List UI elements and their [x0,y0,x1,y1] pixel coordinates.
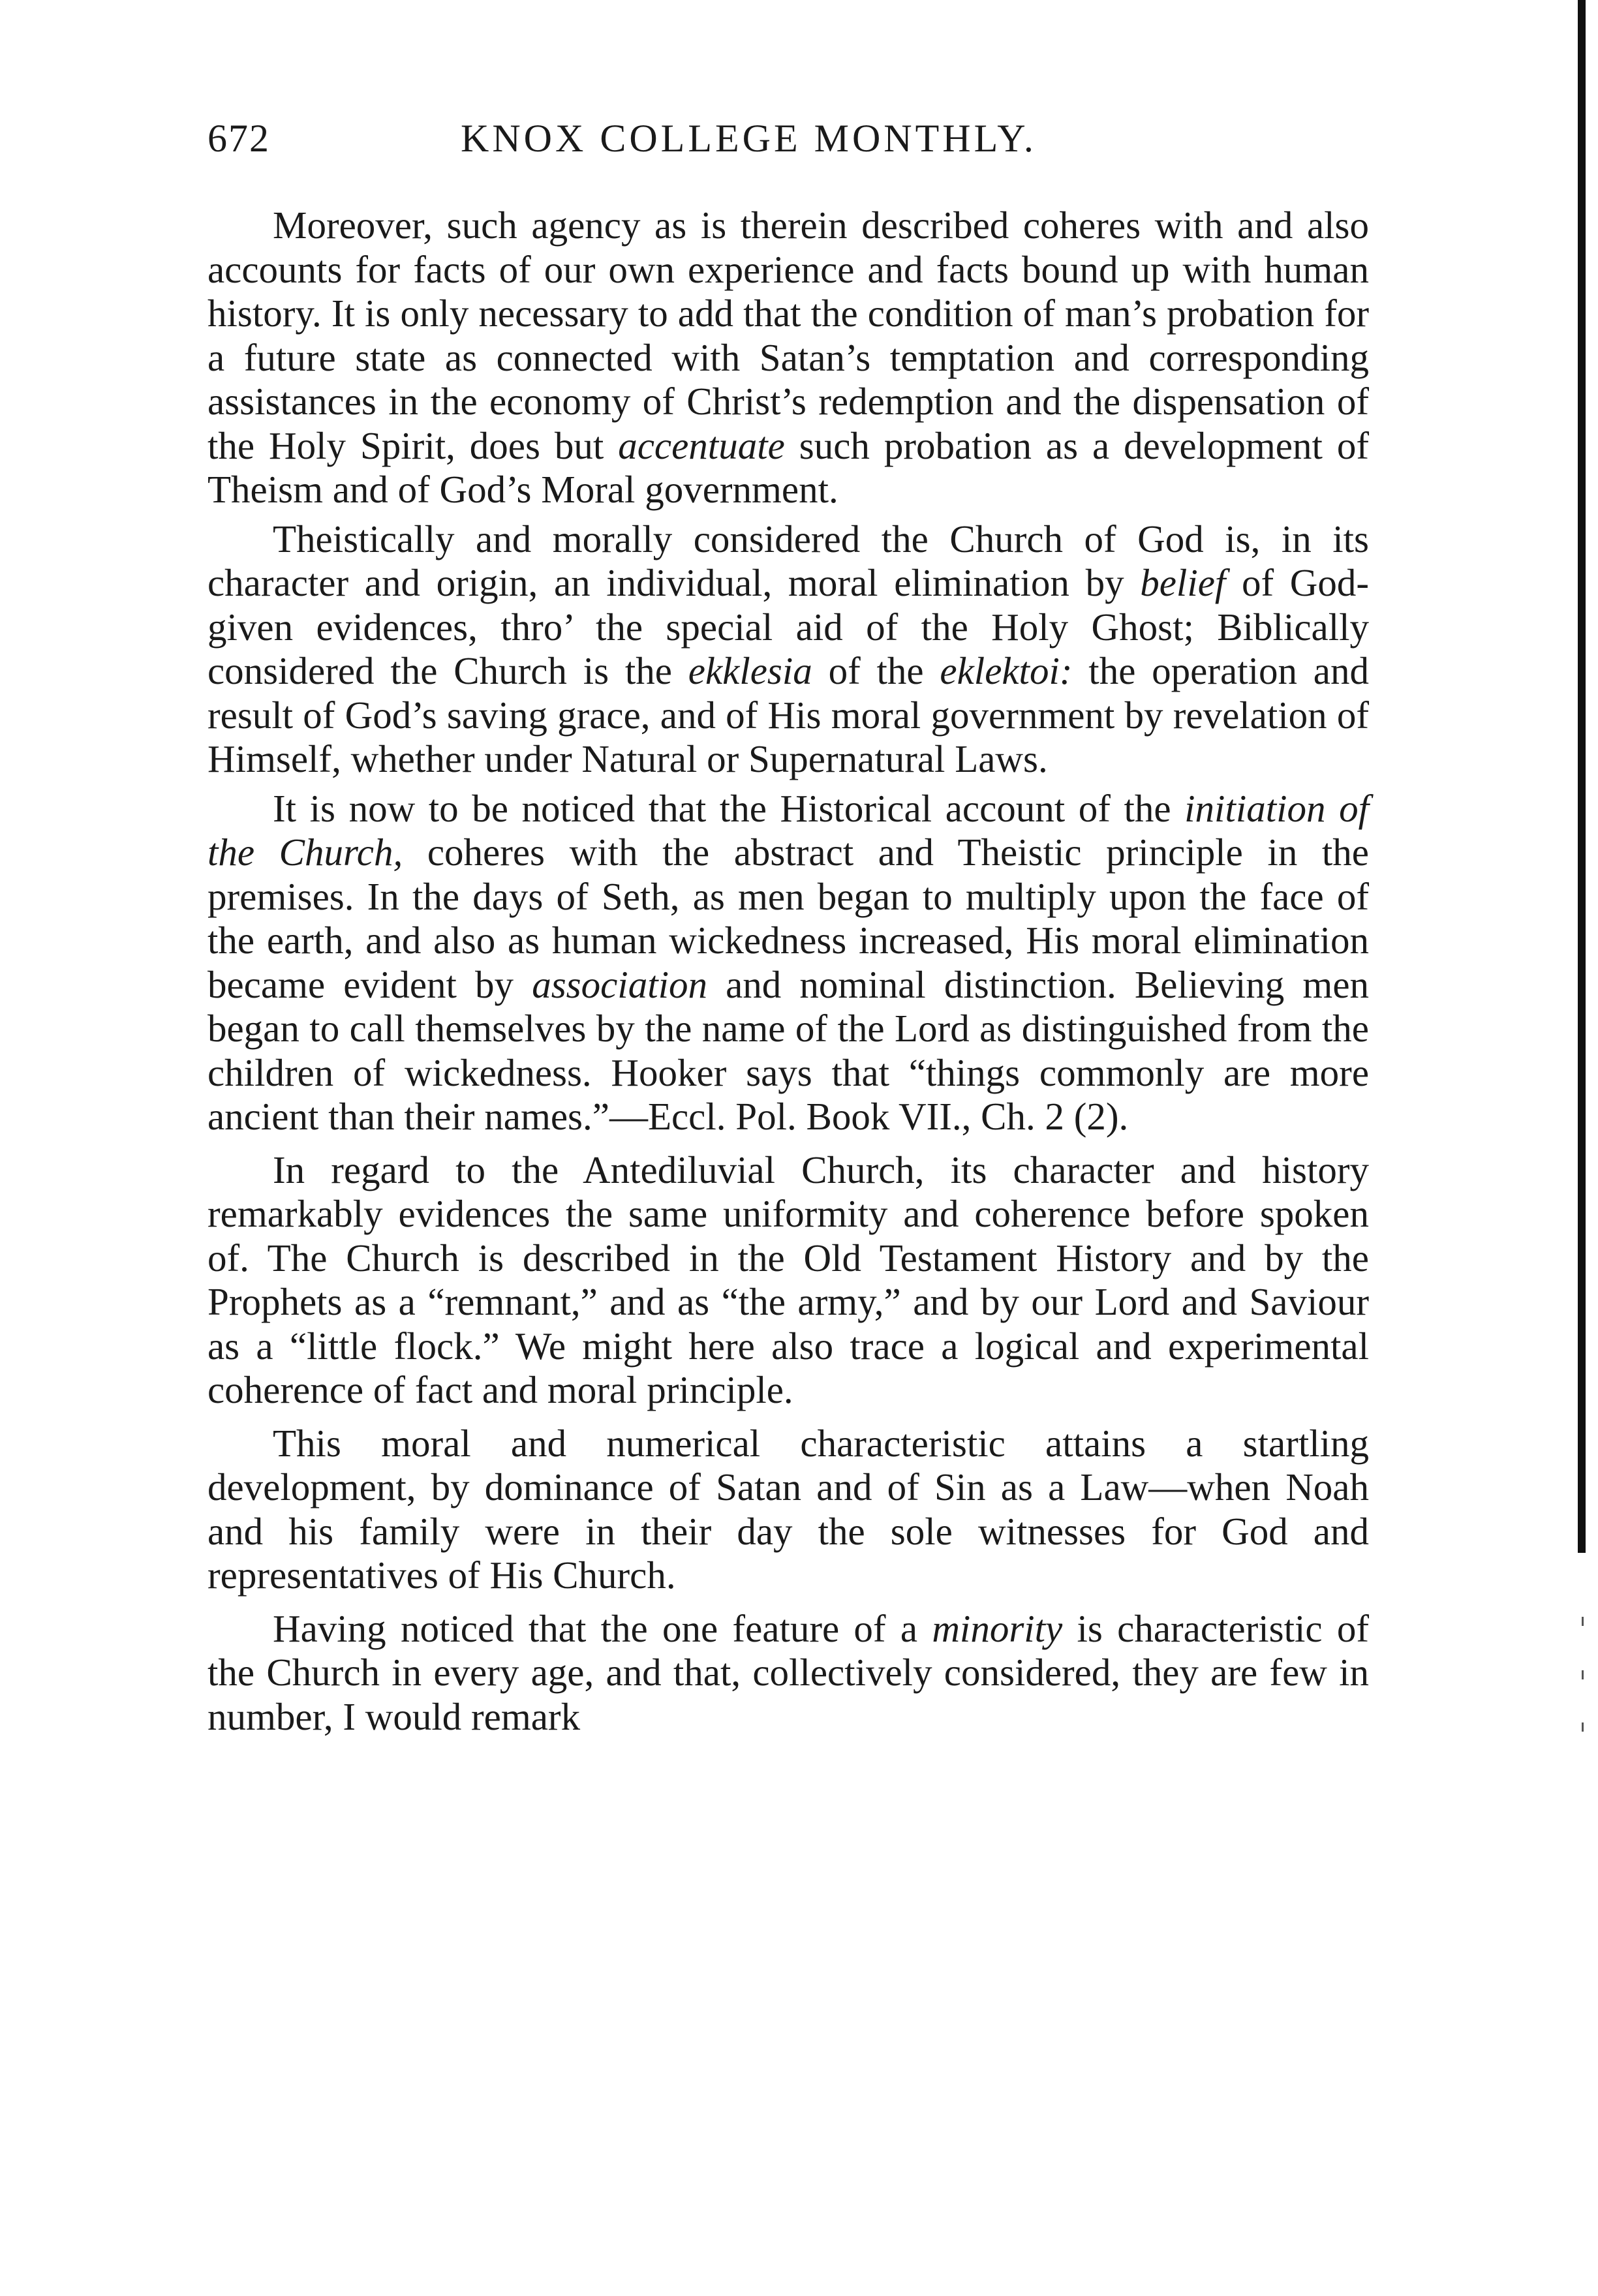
paragraph [207,517,1369,782]
paragraph [207,787,1369,1139]
text-run: This moral and numerical characteristic attains a startling development, by dominance of Satan and of Sin as a Law—when Noah and his family were in their day the sole witnesses for God and representatives of His Church. [207,1421,1369,1597]
page-edge-bar [1578,0,1586,1553]
paragraph [207,1607,1369,1739]
paragraph [207,1422,1369,1598]
paragraph [207,204,1369,512]
italic-run: eklektoi: [940,649,1073,692]
italic-run: minority [932,1606,1063,1650]
page-edge-mark [1582,1617,1584,1626]
italic-run: belief [1140,561,1226,604]
italic-run: initiation of the Church, [207,786,1369,874]
running-title: KNOX COLLEGE MONTHLY. [461,117,1037,160]
page-edge-mark [1582,1722,1584,1732]
text-run: coheres with the abstract and Theistic principle in the premises. In the days of Seth, as men began to multiply upon the face of the earth, and also as human wickedness increased, His moral elimination became evident by [207,831,1369,1006]
text-run: of the [812,649,940,692]
paragraph [207,1148,1369,1413]
text-run: such probation as a development of Theism and of God’s Moral government. [207,423,1369,511]
text-run: In regard to the Antediluvial Church, its character and history remarkably evidences the same uniformity and coherence before spoken of. The Church is described in the Old Testament History and by the Prophets as a “remnant,” and as “the army,” and by our Lord and Saviour as a “little flock.” We might here also trace a logical and experimental coherence of fact and moral principle. [207,1148,1369,1411]
text-run: the operation and result of God’s saving grace, and of His moral government by revelation of Himself, whether under Natural or Supernatural Laws. [207,649,1369,780]
italic-run: association [532,962,707,1006]
text-run: Theistically and morally considered the Church of God is, in its character and origin, an individual, moral elimination by [207,517,1369,604]
page-header [207,116,1369,168]
text-run: of God-given evidences, thro’ the special aid of the Holy Ghost; Biblically considered the Church is the [207,561,1369,692]
italic-run: ekklesia [688,649,812,692]
text-run: It is now to be noticed that the Historical account of the [273,786,1185,830]
text-run: is characteristic of the Church in every age, and that, collectively considered, they are few in number, I would remark [207,1606,1369,1738]
page-edge-mark [1582,1670,1584,1679]
body-text [207,204,1369,1739]
text-run: and nominal distinction. Believing men began to call themselves by the name of the Lord as distinguished from the children of wickedness. Hooker says that “things commonly are more ancient than their names.”—Eccl. Pol. Book VII., Ch. 2 (2). [207,962,1369,1138]
text-run: Having noticed that the one feature of a [273,1606,932,1650]
page-number: 672 [207,117,270,160]
text-run: Moreover, such agency as is therein described coheres with and also accounts for facts of our own experience and facts bound up with human history. It is only necessary to add that the condition of man’s probation for a future state as connected with Satan’s temptation and corresponding assistances in the economy of Christ’s redemption and the dispensation of the Holy Spirit, does but [207,204,1369,467]
italic-run: accentuate [618,423,785,467]
